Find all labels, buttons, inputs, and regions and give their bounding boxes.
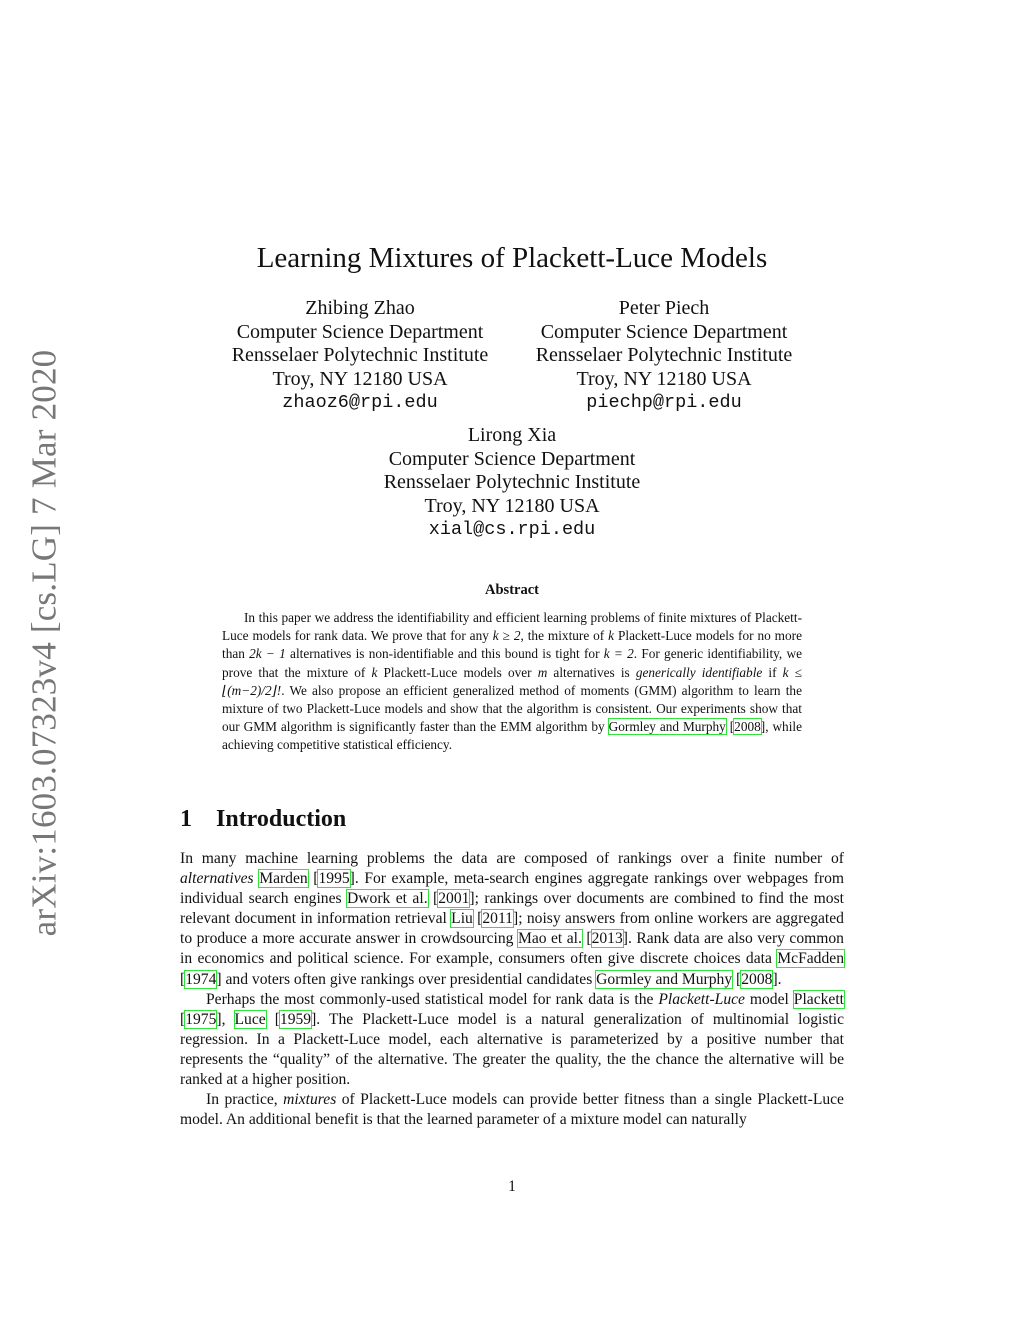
math-inline: m — [537, 664, 548, 680]
author-department: Computer Science Department — [540, 320, 788, 343]
author-department: Computer Science Department — [388, 447, 636, 470]
citation-year-link[interactable]: 1995 — [318, 870, 350, 888]
math-inline: k — [371, 664, 378, 680]
author-block-1 — [230, 297, 490, 415]
citation-year-link[interactable]: 2008 — [741, 970, 773, 988]
math-inline: k — [608, 628, 615, 644]
author-institution: Rensselaer Polytechnic Institute — [383, 471, 641, 493]
author-email: piechp@rpi.edu — [586, 392, 742, 413]
emphasis: generically identifiable — [635, 664, 763, 680]
citation-year-link[interactable]: 1959 — [279, 1010, 312, 1028]
author-block-2 — [533, 297, 795, 415]
section-title: Introduction — [216, 806, 347, 832]
math-inline: k = 2 — [603, 646, 634, 662]
math-inline: k ≥ 2 — [492, 628, 521, 644]
author-block-3 — [381, 424, 643, 542]
section-number: 1 — [180, 806, 192, 832]
author-name: Peter Piech — [618, 297, 710, 319]
citation-link[interactable]: Luce — [234, 1010, 266, 1028]
paragraph: Perhaps the most commonly-used statistical model for rank data is the Plackett-Luce model Plackett [1975], Luce [1959]. The Plackett-Luce model is a natural generalization of multinomial logistic regression. In a Plackett-Luce model, each alternative is parameterized by a positive number that represents the “quality” of the alternative. The greater the quality, the the chance the alternative will be ranked at a higher position. — [180, 990, 844, 1089]
citation-year-link[interactable]: 2013 — [591, 930, 623, 948]
citation-link[interactable]: Gormley and Murphy — [596, 970, 733, 988]
citation-year-link[interactable]: 1975 — [185, 1010, 217, 1028]
introduction-body — [180, 849, 844, 1130]
page-number: 1 — [508, 1178, 516, 1195]
abstract-heading: Abstract — [485, 582, 539, 598]
abstract-text: In this paper we address the identifiability and efficient learning problems of finite mixtures of Plackett-Luce models for rank data. We prove that for any k ≥ 2, the mixture of k Plackett-Luce models for no more than 2k − 1 alternatives is non-identifiable and this bound is tight for k = 2. For generic identifiability, we prove that the mixture of k Plackett-Luce models over m alternatives is generically identifiable if k ≤ ⌊(m−2)/2⌋!. We also propose an efficient generalized method of moments (GMM) algorithm to learn the mixture of two Plackett-Luce models and show that the algorithm is consistent. Our experiments show that our GMM algorithm is significantly faster than the EMM algorithm by Gormley and Murphy [2008], while achieving competitive statistical efficiency. — [222, 610, 803, 753]
author-email: zhaoz6@rpi.edu — [282, 392, 438, 413]
author-email: xial@cs.rpi.edu — [428, 519, 596, 540]
paragraph: In many machine learning problems the data are composed of rankings over a finite number of alternatives Marden [1995]. For example, meta-search engines aggregate rankings over webpages from individual search engines Dwork et al. [2001]; rankings over documents are combined to find the most relevant document in information retrieval Liu [2011]; noisy answers from online workers are aggregated to produce a more accurate answer in crowdsourcing Mao et al. [2013]. Rank data are also very common in economics and political science. For example, consumers often give discrete choices data McFadden [1974] and voters often give rankings over presidential candidates Gormley and Murphy [2008]. — [180, 850, 845, 988]
math-inline: 2k − 1 — [249, 646, 286, 662]
emphasis: Plackett-Luce — [658, 990, 745, 1008]
math-inline: k ≤ ⌊(m−2)/2⌋! — [222, 664, 802, 698]
author-institution: Rensselaer Polytechnic Institute — [231, 344, 489, 366]
citation-link[interactable]: Liu — [451, 910, 473, 928]
citation-link[interactable]: Mao et al. — [517, 930, 582, 948]
paragraph: In practice, mixtures of Plackett-Luce models can provide better fitness than a single Plackett-Luce model. An additional benefit is that the learned parameter of a mixture model can naturally — [180, 1091, 844, 1129]
author-address: Troy, NY 12180 USA — [272, 367, 448, 390]
emphasis: alternatives — [180, 870, 254, 888]
citation-year-link[interactable]: 2001 — [438, 890, 470, 908]
citation-link[interactable]: McFadden — [777, 950, 844, 968]
citation-link[interactable]: Gormley and Murphy — [608, 719, 726, 735]
arxiv-identifier-stamp — [24, 349, 64, 936]
author-department: Computer Science Department — [236, 320, 484, 343]
author-address: Troy, NY 12180 USA — [424, 494, 600, 517]
arxiv-identifier-text: arXiv:1603.07323v4 [cs.LG] 7 Mar 2020 — [24, 349, 63, 936]
citation-link[interactable]: Marden — [259, 870, 308, 888]
author-address: Troy, NY 12180 USA — [576, 367, 752, 390]
citation-year-link[interactable]: 1974 — [185, 970, 217, 988]
author-name: Lirong Xia — [467, 424, 557, 446]
emphasis: mixtures — [283, 1091, 337, 1109]
paper-title: Learning Mixtures of Plackett-Luce Models — [256, 242, 768, 274]
citation-link[interactable]: Dwork et al. — [347, 890, 428, 908]
citation-link[interactable]: Plackett — [793, 990, 844, 1008]
author-name: Zhibing Zhao — [305, 297, 415, 319]
citation-year-link[interactable]: 2011 — [482, 910, 513, 928]
citation-year-link[interactable]: 2008 — [734, 719, 761, 735]
section-heading — [180, 803, 346, 835]
author-institution: Rensselaer Polytechnic Institute — [535, 344, 793, 366]
